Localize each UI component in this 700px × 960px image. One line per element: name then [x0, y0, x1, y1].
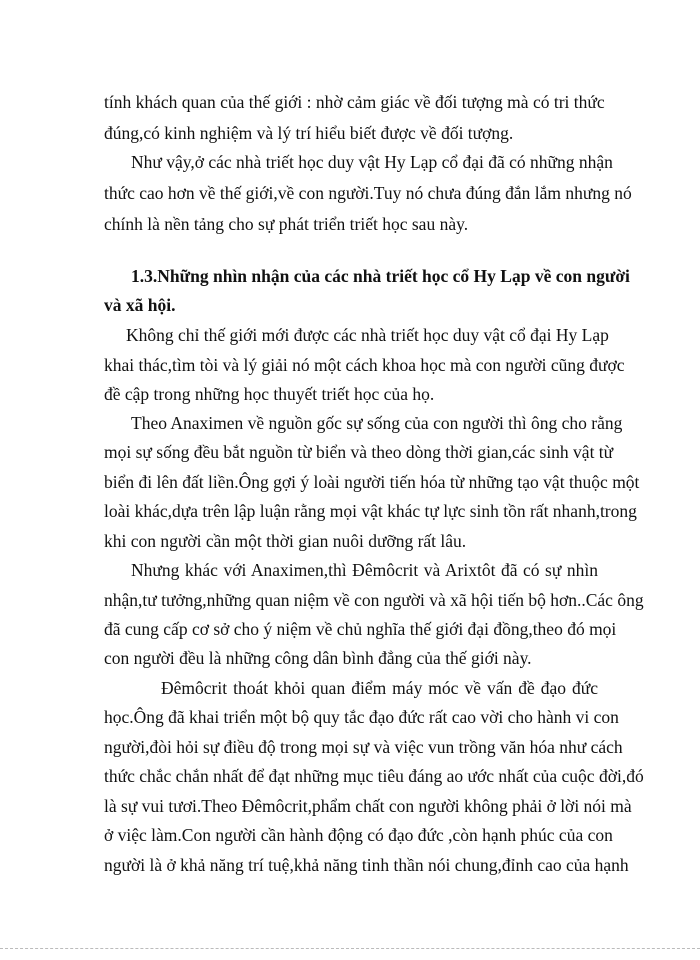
text-line: người là ở khả năng trí tuệ,khả năng tinh thần nói chung,đỉnh cao của hạnh [104, 855, 629, 875]
text-line: Không chỉ thế giới mới được các nhà triết học duy vật cổ đại Hy Lạp [126, 325, 609, 345]
text-line: khi con người cần một thời gian nuôi dưỡng rất lâu. [104, 531, 467, 551]
text-line: khai thác,tìm tòi và lý giải nó một cách khoa học mà con người cũng được [104, 355, 625, 375]
text-line: Theo Anaximen về nguồn gốc sự sống của con người thì ông cho rằng [131, 413, 623, 433]
text-line: chính là nền tảng cho sự phát triển triết học sau này. [104, 214, 469, 234]
text-line: đề cập trong những học thuyết triết học của họ. [104, 384, 435, 404]
text-line: học.Ông đã khai triển một bộ quy tắc đạo đức rất cao vời cho hành vi con [104, 707, 619, 727]
text-line: Nhưng khác với Anaximen,thì Đêmôcrit và Arixtôt đã có sự nhìn [131, 560, 598, 580]
text-line: biển đi lên đất liền.Ông gợi ý loài người tiến hóa từ những tạo vật thuộc một [104, 472, 640, 492]
text-line: nhận,tư tưởng,những quan niệm về con người và xã hội tiến bộ hơn..Các ông [104, 590, 644, 610]
text-line: thức cao hơn về thế giới,về con người.Tuy nó chưa đúng đắn lắm nhưng nó [104, 183, 632, 203]
text-line: ở việc làm.Con người cần hành động có đạo đức ,còn hạnh phúc của con [104, 825, 613, 845]
text-line: đã cung cấp cơ sở cho ý niệm về chủ nghĩa thế giới đại đồng,theo đó mọi [104, 619, 617, 639]
section-heading-cont: và xã hội. [104, 295, 176, 315]
text-line: Như vậy,ở các nhà triết học duy vật Hy Lạp cổ đại đã có những nhận [131, 152, 613, 172]
text-line: là sự vui tươi.Theo Đêmôcrit,phẩm chất con người không phải ở lời nói mà [104, 796, 632, 816]
text-line: loài khác,dựa trên lập luận rằng mọi vật khác tự lực sinh tồn rất nhanh,trong [104, 501, 637, 521]
text-line: đúng,có kinh nghiệm và lý trí hiểu biết được về đối tượng. [104, 123, 514, 143]
text-line: con người đều là những công dân bình đẳng của thế giới này. [104, 648, 532, 668]
text-line: thức chắc chắn nhất để đạt những mục tiêu đáng ao ước nhất của cuộc đời,đó [104, 766, 644, 786]
section-heading: 1.3.Những nhìn nhận của các nhà triết học cổ Hy Lạp về con người [131, 266, 630, 286]
text-line: tính khách quan của thế giới : nhờ cảm giác về đối tượng mà có tri thức [104, 92, 605, 112]
text-line: Đêmôcrit thoát khỏi quan điểm máy móc về vấn đề đạo đức [161, 678, 598, 698]
text-line: người,đòi hỏi sự điều độ trong mọi sự và việc vun trồng văn hóa như cách [104, 737, 623, 757]
text-line: mọi sự sống đều bắt nguồn từ biển và theo dòng thời gian,các sinh vật từ [104, 442, 614, 462]
page-bottom-border [0, 948, 700, 949]
